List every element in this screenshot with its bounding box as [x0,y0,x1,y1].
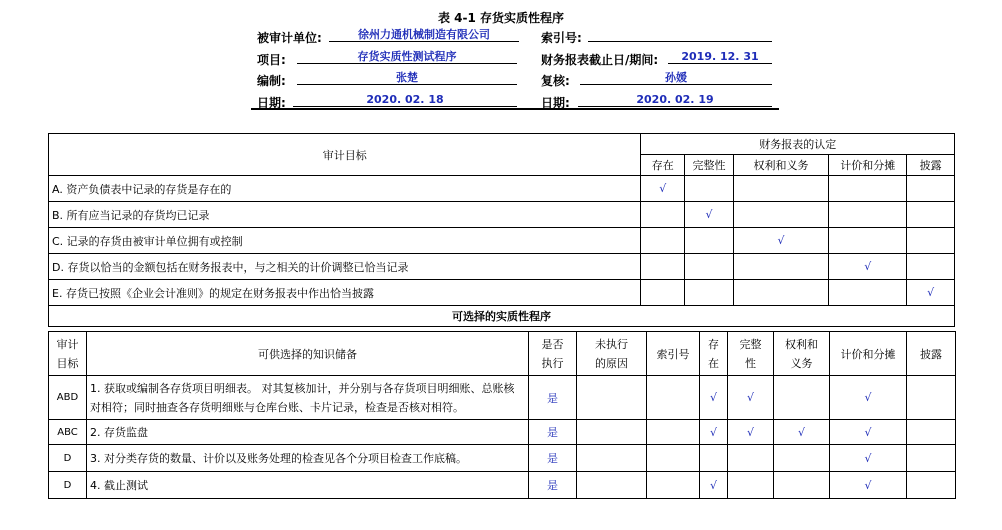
procedure-assertion-cell [700,445,728,472]
procedure-assertion-cell [728,376,774,420]
check-mark: √ [709,425,717,439]
index-label: 索引号: [541,31,582,45]
procedure-row [49,420,956,445]
assertions-header: 财务报表的认定 [641,134,955,155]
assertion-cell [907,202,955,228]
procedure-assertion-cell [907,445,956,472]
procedure-execute: 是 [529,445,577,472]
assertion-complete: 完整性 [685,155,734,176]
objectives-table [48,133,955,327]
procedure-reason [577,445,647,472]
objective-text: A. 资产负债表中记录的存货是存在的 [49,176,641,202]
objective-row [49,280,955,306]
assertion-cell [733,176,828,202]
objective-row [49,254,955,280]
assertion-disclosure: 披露 [907,155,955,176]
th-goal: 审计 目标 [49,332,87,376]
procedure-reason [577,472,647,499]
procedure-text: 1. 获取或编制各存货项目明细表。 对其复核加计，并分别与各存货项目明细账、总账核对相符；同时抽查各存货明细账与仓库台账、卡片记录，检查是否核对相符。 [87,376,529,420]
assertion-cell [907,280,955,306]
procedure-assertion-cell [700,472,728,499]
goal-header: 审计目标 [49,134,641,176]
check-mark: √ [864,425,872,439]
assertion-cell [829,280,907,306]
procedure-text: 4. 截止测试 [87,472,529,499]
procedure-assertion-cell [728,445,774,472]
procedure-assertion-cell [830,420,907,445]
assertion-cell [641,254,685,280]
procedure-assertion-cell [774,472,830,499]
assertion-cell [829,202,907,228]
procedure-row [49,445,956,472]
preparer-value: 张楚 [297,71,517,85]
check-mark: √ [746,391,754,404]
objective-text: D. 存货以恰当的金额包括在财务报表中，与之相关的计价调整已恰当记录 [49,254,641,280]
assertion-cell [829,254,907,280]
procedure-reason [577,376,647,420]
assertion-cell [733,202,828,228]
auditee-value: 徐州力通机械制造有限公司 [329,28,519,42]
th-valuation: 计价和分摊 [830,332,907,376]
check-mark: √ [797,425,805,439]
assertion-cell [685,228,734,254]
procedure-assertion-cell [830,445,907,472]
procedure-assertion-cell [830,472,907,499]
check-mark: √ [864,260,872,273]
procedure-goal: ABD [49,376,87,420]
objective-row [49,176,955,202]
procedure-assertion-cell [774,420,830,445]
assertion-cell [829,228,907,254]
preparer-label: 编制: [257,74,286,88]
check-mark: √ [709,478,717,492]
prep-date-label: 日期: [257,96,286,110]
assertion-cell [907,176,955,202]
th-rights: 权利和 义务 [774,332,830,376]
review-date-value: 2020. 02. 19 [578,93,772,107]
assertion-cell [685,202,734,228]
check-mark: √ [864,391,872,404]
review-date-label: 日期: [541,96,570,110]
procedure-text: 3. 对分类存货的数量、计价以及账务处理的检查见各个分项目检查工作底稿。 [87,445,529,472]
period-value: 2019. 12. 31 [668,50,772,64]
procedure-assertion-cell [774,445,830,472]
procedure-reason [577,420,647,445]
project-value: 存货实质性测试程序 [297,50,517,64]
procedure-goal: D [49,445,87,472]
check-mark: √ [927,286,935,299]
procedure-assertion-cell [907,420,956,445]
th-execute: 是否 执行 [529,332,577,376]
assertion-exist: 存在 [641,155,685,176]
procedure-row [49,376,956,420]
procedure-row [49,472,956,499]
check-mark: √ [864,478,872,492]
check-mark: √ [705,208,713,221]
auditee-label: 被审计单位: [257,31,322,45]
objective-text: C. 记录的存货由被审计单位拥有或控制 [49,228,641,254]
procedure-assertion-cell [728,420,774,445]
objective-text: B. 所有应当记录的存货均已记录 [49,202,641,228]
procedure-execute: 是 [529,472,577,499]
procedures-table [48,331,956,499]
objective-row [49,202,955,228]
procedure-index [647,472,700,499]
procedure-index [647,376,700,420]
procedure-goal: D [49,472,87,499]
procedure-assertion-cell [907,472,956,499]
procedure-goal: ABC [49,420,87,445]
check-mark: √ [777,234,785,247]
reviewer-label: 复核: [541,74,570,88]
assertion-cell [829,176,907,202]
assertion-cell [641,228,685,254]
section-title: 可选择的实质性程序 [49,306,955,327]
assertion-cell [907,228,955,254]
assertion-valuation: 计价和分摊 [829,155,907,176]
procedure-index [647,420,700,445]
project-label: 项目: [257,53,286,67]
objective-row [49,228,955,254]
header-rule [251,108,779,110]
assertion-cell [733,254,828,280]
procedure-assertion-cell [700,376,728,420]
th-disclosure: 披露 [907,332,956,376]
assertion-cell [907,254,955,280]
th-knowledge: 可供选择的知识储备 [87,332,529,376]
th-complete: 完整 性 [728,332,774,376]
th-exist: 存 在 [700,332,728,376]
check-mark: √ [659,182,667,195]
assertion-cell [641,202,685,228]
assertion-cell [685,280,734,306]
procedure-assertion-cell [907,376,956,420]
reviewer-value: 孙媛 [580,71,772,85]
procedure-execute: 是 [529,420,577,445]
objective-text: E. 存货已按照《企业会计准则》的规定在财务报表中作出恰当披露 [49,280,641,306]
index-value [588,28,772,42]
assertion-cell [733,280,828,306]
th-reason: 未执行 的原因 [577,332,647,376]
document-title: 表 4-1 存货实质性程序 [437,11,565,25]
procedure-assertion-cell [774,376,830,420]
prep-date-value: 2020. 02. 18 [293,93,517,107]
assertion-cell [685,254,734,280]
procedure-assertion-cell [830,376,907,420]
procedure-assertion-cell [728,472,774,499]
assertion-cell [733,228,828,254]
assertion-cell [641,176,685,202]
assertion-cell [685,176,734,202]
procedure-text: 2. 存货监盘 [87,420,529,445]
assertion-cell [641,280,685,306]
procedure-execute: 是 [529,376,577,420]
procedure-index [647,445,700,472]
check-mark: √ [746,425,754,439]
assertion-rights: 权利和义务 [733,155,828,176]
th-index: 索引号 [647,332,700,376]
procedures-header-row [49,332,956,376]
check-mark: √ [709,391,717,404]
check-mark: √ [864,451,872,465]
procedure-assertion-cell [700,420,728,445]
period-label: 财务报表截止日/期间: [541,53,659,67]
